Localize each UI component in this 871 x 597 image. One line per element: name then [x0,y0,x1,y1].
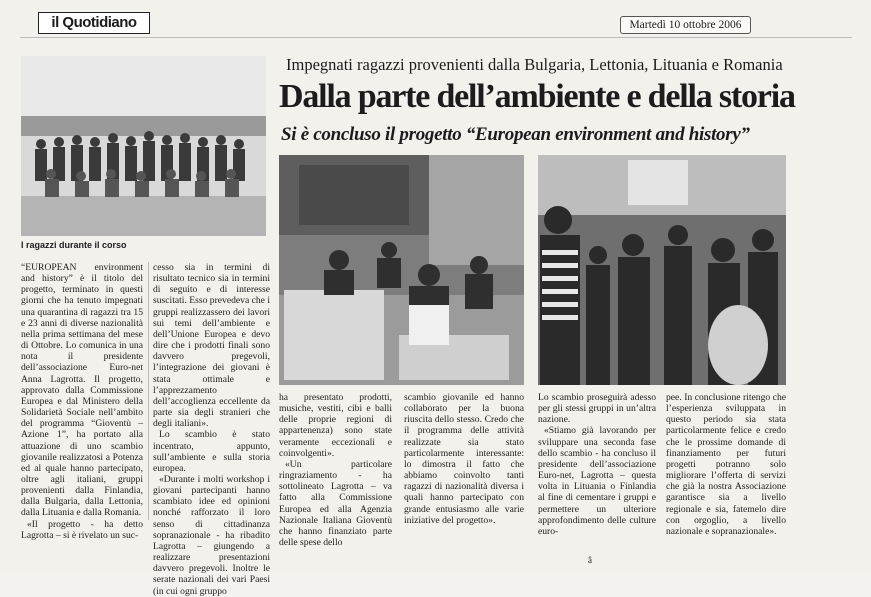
text-column-6 [666,392,786,537]
paragraph: «Un particolare ringraziamento - ha sottolineato Lagrotta – va fatto alla Commissione Europea ed alla Agenzia Nazionale Italiana Gioventù che hanno finanziato parte delle spese dello [279,458,392,549]
activity-photo [538,155,786,385]
text-column-4 [404,392,524,526]
text-column-5 [538,392,656,537]
text-column-1 [21,262,143,541]
classroom-photo [279,155,524,385]
paragraph: «Il progetto - ha detto Lagrotta – si è rivelato un suc- [21,518,143,541]
paragraph: cesso sia in termini di risultato tecnico sia in termini di seguito e di interesse suscitati. Esso prevedeva che i gruppi realizzassero dei lavori sui temi dell’ambiente e dell’Unione Europea e devo dire che i prodotti finali sono davvero pregevoli, l’integrazione dei giovani è stata ottimale e l’apprezzamento dell’accoglienza eccellente da parte sia degli stranieri che degli italiani». [153,262,270,430]
paragraph: scambio giovanile ed hanno collaborato per la buona riuscita dello stesso. Credo che il programma delle attività realizzate sia stato particolarmente interessante: lo dimostra il fatto che abbiamo coinvolto tanti ragazzi di nazionalità diversa i quali hanno partecipato con grande entusiasmo alle varie iniziative del progetto». [404,392,524,526]
footer-mark: â [588,555,592,565]
paragraph: «Durante i molti workshop i giovani partecipanti hanno scambiato idee ed opinioni nonché rafforzato il loro senso di cittadinanza sopranazionale - ha ribadito Lagrotta – giungendo a realizzare presentazioni davvero pregevoli. Inoltre le serate nazionali dei vari Paesi (in cui ogni gruppo [153,473,270,597]
publication-date: Martedì 10 ottobre 2006 [620,16,751,34]
article-subheadline: Si è concluso il progetto “European environment and history” [281,124,750,145]
paragraph: “EUROPEAN environment and history” è il titolo del progetto, terminato in questi giorni che ha tenuto impegnati una quarantina di ragazzi tra 15 e 23 anni di diverse nazionalità nella prima settimana del mese di Ottobre. Lo comunica in una nota il presidente dell’associazione Euro-net Anna Lagrotta. Il progetto, approvato dalla Commissione Europea e dal Ministero della Solidarietà Sociale nell’ambito del programma “Gioventù – Azione 1”, ha portato alla attuazione di uno scambio giovanile realizzatosi a Potenza ed al quale hanno partecipato, oltre agli italiani, gruppi provenienti dalla Finlandia, dalla Bulgaria, dalla Lettonia, dalla Lituania e dalla Romania. [21,262,143,519]
masthead-logo: il Quotidiano [38,12,150,34]
photo-caption: I ragazzi durante il corso [21,240,127,250]
paragraph: ha presentato prodotti, musiche, vestiti, cibi e balli delle proprie regioni di appartenenza) sono state veramente eccezionali e coinvolgenti». [279,392,392,459]
column-rule [148,262,149,520]
article-headline: Dalla parte dell’ambiente e della storia [279,78,795,115]
paragraph: pee. In conclusione ritengo che l’esperienza sviluppata in questo periodo sia stata particolarmente felice e credo che le prossime domande di finanziamento per futuri progetti potranno solo migliorare l’offerta di servizi che già la nostra Associazione garantisce sia a livello regionale e sia, fatemelo dire con orgoglio, a livello nazionale e sopranazionale». [666,392,786,537]
paragraph: Lo scambio proseguirà adesso per gli stessi gruppi in un’altra nazione. [538,392,656,426]
text-column-3 [279,392,392,548]
article-kicker: Impegnati ragazzi provenienti dalla Bulgaria, Lettonia, Lituania e Romania [286,55,783,74]
header-rule [20,37,852,38]
group-photo [21,56,266,236]
paragraph: «Stiamo già lavorando per sviluppare una seconda fase dello scambio - ha concluso il presidente dell’associazione Euro-net, Lagrotta – questa volta in Lituania o Finlandia al fine di cementare i gruppi e permettere un ulteriore approfondimento delle culture euro- [538,425,656,537]
paragraph: Lo scambio è stato incentrato, appunto, sull’ambiente e sulla storia europea. [153,429,270,474]
text-column-2 [153,262,270,597]
